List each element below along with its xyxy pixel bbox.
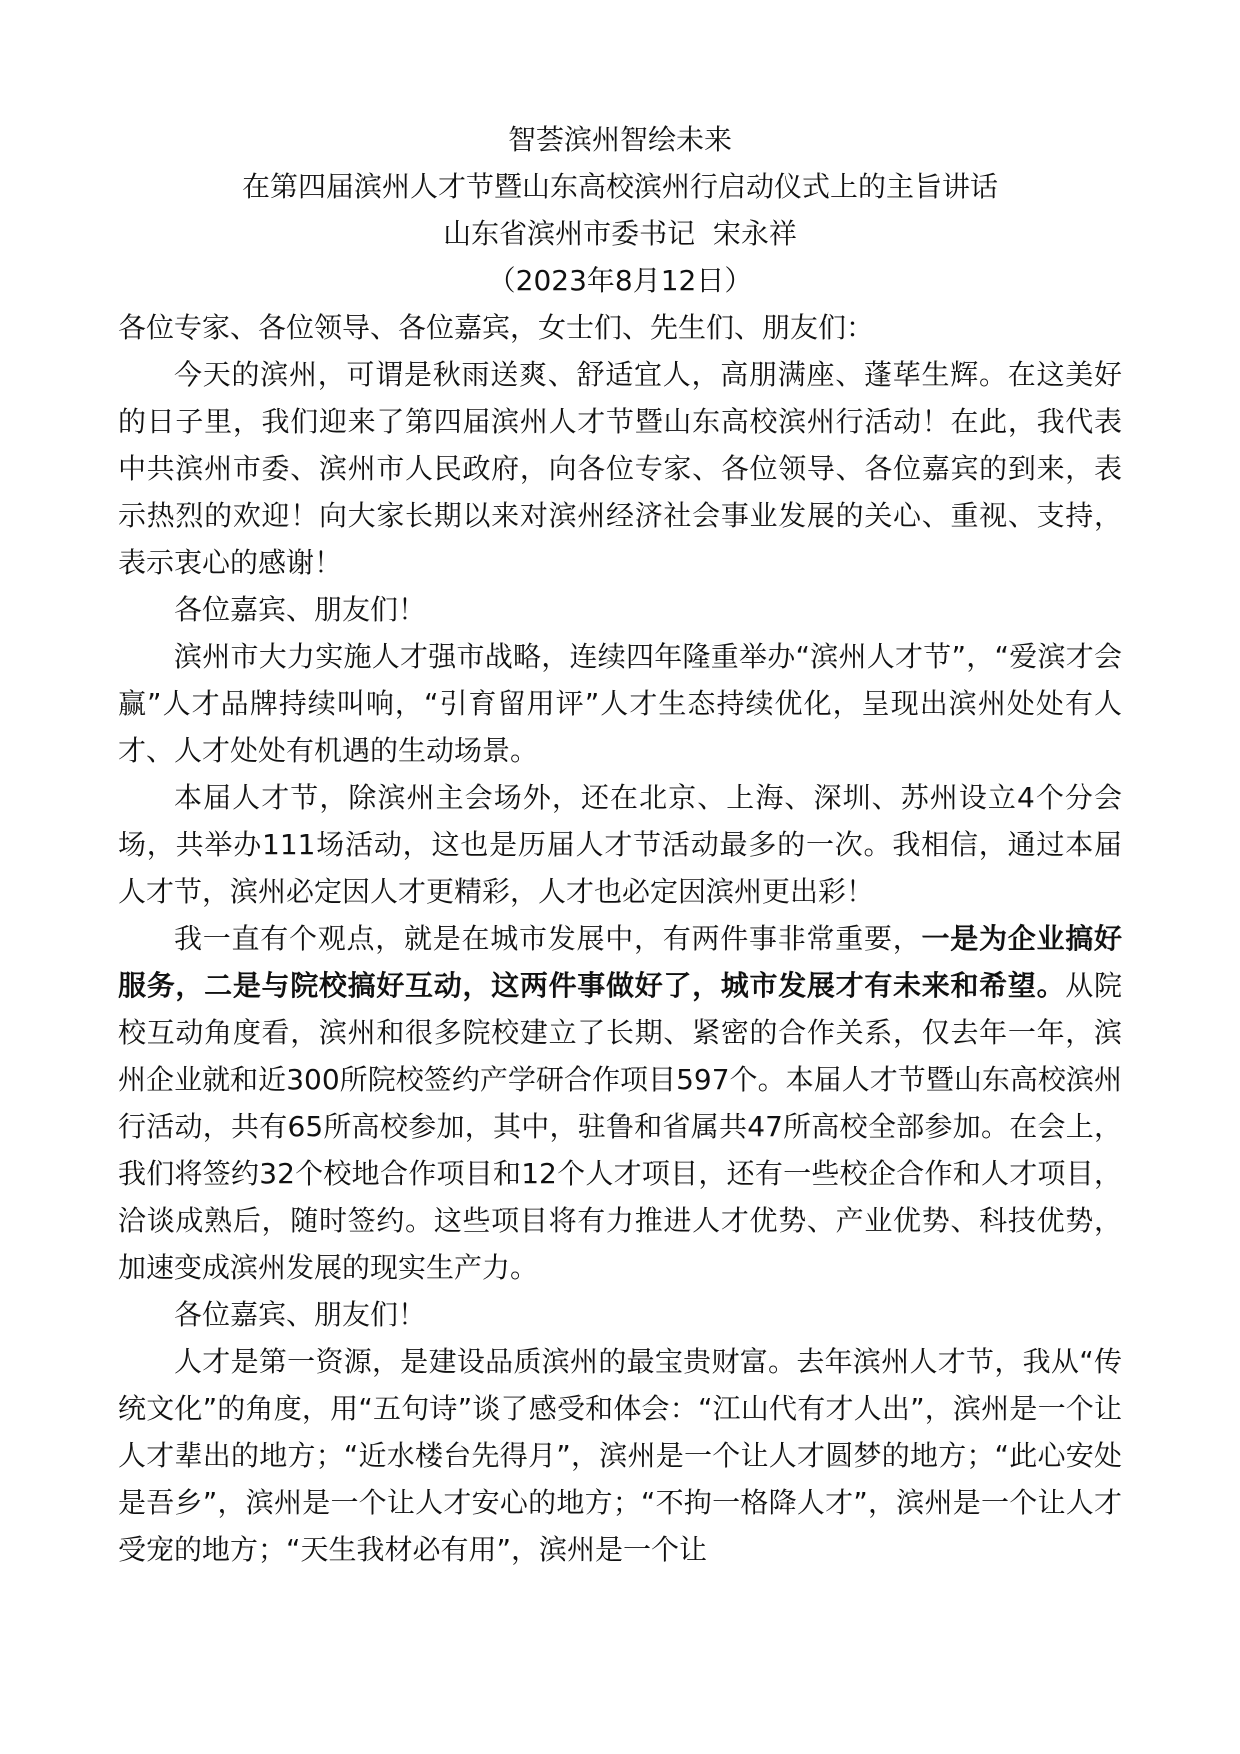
paragraph-talent: 人才是第一资源，是建设品质滨州的最宝贵财富。去年滨州人才节，我从“传统文化”的角度，用“五句诗”谈了感受和体会：“江山代有才人出”，滨州是一个让人才辈出的地方；“近水楼台先得月”，滨州是一个让人才圆梦的地方；“此心安处是吾乡”，滨州是一个让人才安心的地方；“不拘一格降人才”，滨州是一个让人才受宠的地方；“天生我材必有用”，滨州是一个让	[118, 1345, 1122, 1566]
paragraph-address-2: 各位嘉宾、朋友们！	[174, 1298, 427, 1331]
paragraph-address-1: 各位嘉宾、朋友们！	[174, 593, 427, 626]
paragraph-strategy: 滨州市大力实施人才强市战略，连续四年隆重举办“滨州人才节”，“爱滨才会赢”人才品牌持续叫响，“引育留用评”人才生态持续优化，呈现出滨州处处有人才、人才处处有机遇的生动场景。	[118, 640, 1122, 767]
paragraph-festival: 本届人才节，除滨州主会场外，还在北京、上海、深圳、苏州设立4个分会场，共举办111场活动，这也是历届人才节活动最多的一次。我相信，通过本届人才节，滨州必定因人才更精彩，人才也必定因滨州更出彩！	[118, 781, 1122, 908]
paragraph-cooperation-emphasis: 一是为企业搞好服务，二是与院校搞好互动，这两件事做好了，城市发展才有未来和希望。	[118, 922, 1122, 1002]
salutation: 各位专家、各位领导、各位嘉宾，女士们、先生们、朋友们：	[118, 311, 875, 344]
paragraph-cooperation-start: 我一直有个观点，就是在城市发展中，有两件事非常重要，	[174, 922, 922, 955]
paragraph-cooperation	[118, 915, 1122, 1291]
document-title: 智荟滨州智绘未来	[507, 123, 732, 156]
speech-date: （2023年8月12日）	[487, 264, 753, 297]
paragraph-welcome: 今天的滨州，可谓是秋雨送爽、舒适宜人，高朋满座、蓬荜生辉。在这美好的日子里，我们迎来了第四届滨州人才节暨山东高校滨州行活动！在此，我代表中共滨州市委、滨州市人民政府，向各位专家、各位领导、各位嘉宾的到来，表示热烈的欢迎！向大家长期以来对滨州经济社会事业发展的关心、重视、支持，表示衷心的感谢！	[118, 358, 1122, 579]
document-subtitle: 在第四届滨州人才节暨山东高校滨州行启动仪式上的主旨讲话	[241, 170, 998, 203]
speaker-line: 山东省滨州市委书记 宋永祥	[443, 217, 797, 250]
paragraph-cooperation-end: 从院校互动角度看，滨州和很多院校建立了长期、紧密的合作关系，仅去年一年，滨州企业就和近300所院校签约产学研合作项目597个。本届人才节暨山东高校滨州行活动，共有65所高校参加，其中，驻鲁和省属共47所高校全部参加。在会上，我们将签约32个校地合作项目和12个人才项目，还有一些校企合作和人才项目，洽谈成熟后，随时签约。这些项目将有力推进人才优势、产业优势、科技优势，加速变成滨州发展的现实生产力。	[118, 969, 1122, 1284]
